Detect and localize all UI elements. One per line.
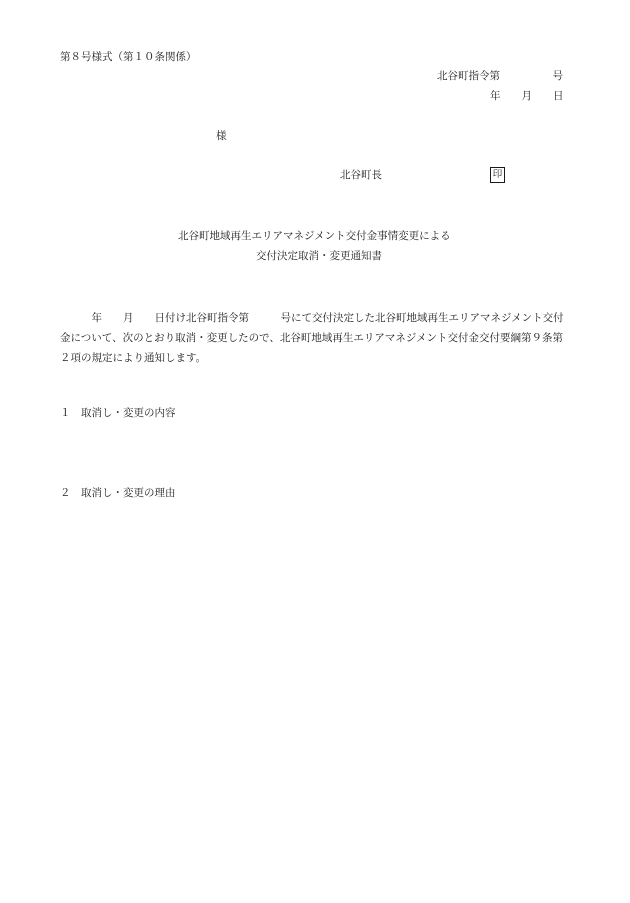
notice-body-line-1: 年 月 日付け北谷町指令第 号にて交付決定した北谷町地域再生エリアマネジメント交付	[60, 312, 564, 324]
notice-body	[60, 308, 580, 368]
section-heading-content: １ 取消し・変更の内容	[60, 407, 176, 419]
document-number: 北谷町指令第 号	[437, 70, 563, 82]
notice-body-line-3: ２項の規定により通知します。	[60, 352, 207, 364]
document-title-line-2: 交付決定取消・変更通知書	[256, 250, 382, 262]
section-heading-reason: ２ 取消し・変更の理由	[60, 487, 176, 499]
addressee-honorific: 様	[216, 130, 227, 142]
form-number-label: 第８号様式（第１０条関係）	[60, 51, 197, 63]
issuer-title: 北谷町長	[340, 169, 382, 181]
seal-mark: 印	[490, 167, 505, 183]
document-date: 年 月 日	[490, 90, 564, 102]
document-title-line-1: 北谷町地域再生エリアマネジメント交付金事情変更による	[178, 230, 451, 242]
notice-body-line-2: 金について、次のとおり取消・変更したので、北谷町地域再生エリアマネジメント交付金交付要綱第９条第	[60, 332, 564, 344]
